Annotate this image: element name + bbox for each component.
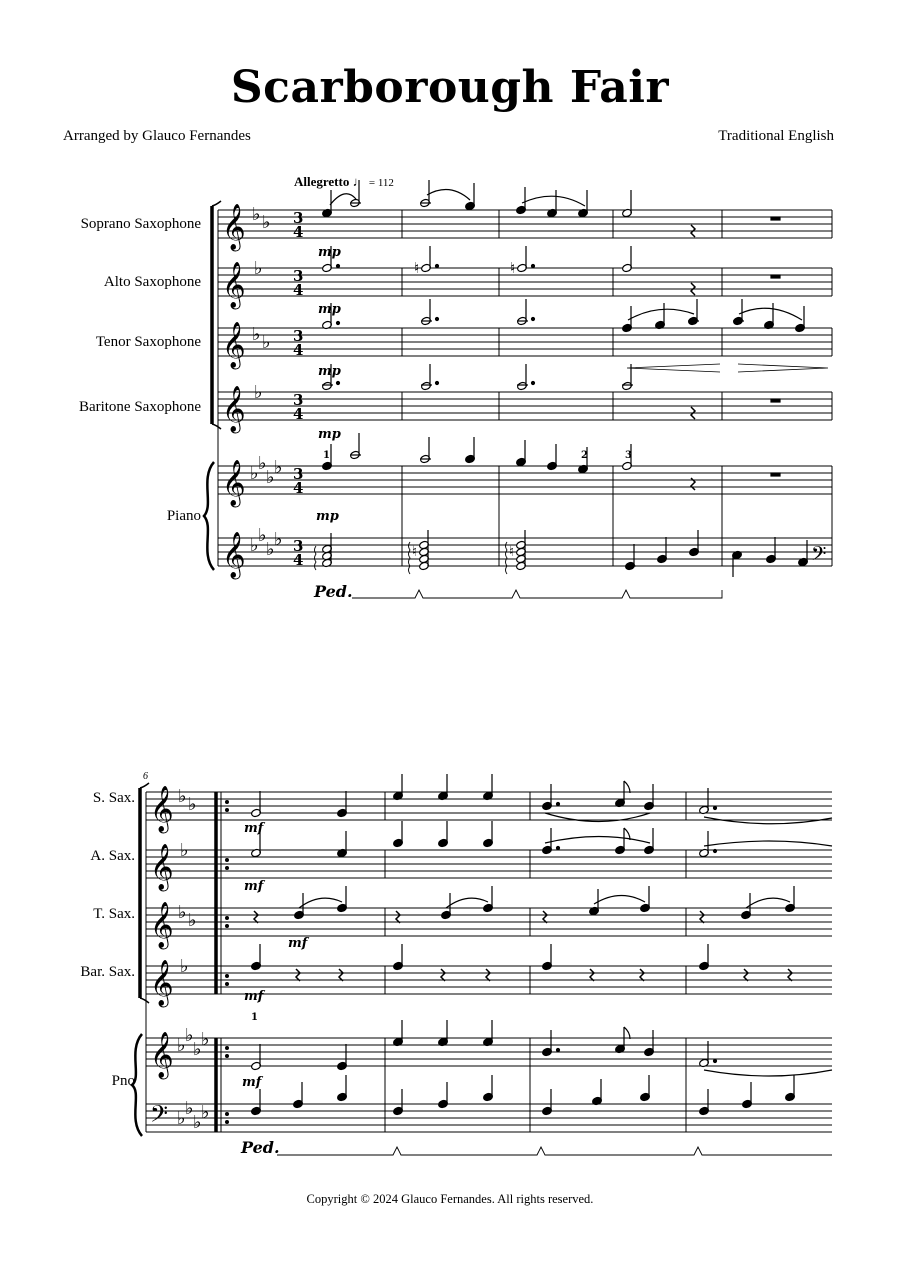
notation-symbol: 3 xyxy=(293,267,304,285)
notation-symbol: ♭ xyxy=(193,1112,202,1133)
staff-lines-pno-lh xyxy=(146,1104,832,1132)
notation-symbol: 4 xyxy=(293,405,304,423)
dynamic-mf: mf xyxy=(288,936,308,951)
composer-credit: Traditional English xyxy=(718,128,834,144)
treble-clef-icon: 𝄞 xyxy=(222,386,246,432)
label-soprano-sax: Soprano Saxophone xyxy=(80,216,201,232)
alto-notes xyxy=(322,246,780,295)
dynamic-mp: mp xyxy=(318,302,341,317)
score-title: Scarborough Fair xyxy=(230,62,670,113)
tempo-text: Allegretto xyxy=(294,174,350,189)
notation-symbol: ♭ xyxy=(185,1098,194,1119)
piano-lh-notes xyxy=(315,530,809,577)
notation-symbol: 3 xyxy=(293,537,304,555)
pedal-system-2 xyxy=(240,1138,832,1157)
notation-symbol: ♭ xyxy=(201,1102,210,1123)
dynamic-mp: mp xyxy=(318,245,341,260)
tempo-note-icon: ♩ xyxy=(352,174,366,189)
treble-clef-icon: 𝄞 xyxy=(150,786,174,832)
tempo-bpm: = 112 xyxy=(368,177,394,189)
notation-symbol: ♭ xyxy=(201,1029,210,1050)
label-t-sax: T. Sax. xyxy=(93,906,135,922)
dynamic-mp: mp xyxy=(316,509,339,524)
treble-clef-icon: 𝄞 xyxy=(222,262,246,308)
staff-lines-piano-rh xyxy=(218,466,832,494)
time-signatures-system-1 xyxy=(293,209,303,569)
notation-symbol: 4 xyxy=(293,281,304,299)
dynamic-mf: mf xyxy=(244,989,264,1004)
notation-symbol: ♭ xyxy=(177,1108,186,1129)
treble-clef-icon: 𝄞 xyxy=(150,1032,174,1078)
repeat-start xyxy=(216,792,229,1132)
notation-symbol: ♭ xyxy=(177,1035,186,1056)
copyright-notice: Copyright © 2024 Glauco Fernandes. All rights reserved. xyxy=(306,1192,594,1206)
pedal-marking: Ped. xyxy=(314,582,353,601)
notation-symbol: 4 xyxy=(293,223,304,241)
notation-symbol: 3 xyxy=(293,209,304,227)
treble-clef-icon: 𝄞 xyxy=(222,532,246,578)
flat-icon: ♭ xyxy=(254,382,263,403)
flat-icon: ♭ xyxy=(266,539,275,560)
treble-clef-icon: 𝄞 xyxy=(222,322,246,368)
bar-sax-notes xyxy=(251,944,792,981)
system-2 xyxy=(132,783,832,1136)
bass-clef-icon: 𝄢 xyxy=(811,542,827,570)
clefs-system-1 xyxy=(222,204,246,580)
flat-icon: ♭ xyxy=(274,457,283,478)
label-bar-sax: Bar. Sax. xyxy=(80,964,135,980)
dynamic-mf: mf xyxy=(244,879,264,894)
label-pno: Pno xyxy=(111,1073,135,1089)
barlines-system-2 xyxy=(385,792,686,1132)
flat-icon: ♭ xyxy=(252,204,261,225)
label-alto-sax: Alto Saxophone xyxy=(103,274,201,290)
t-sax-notes xyxy=(254,886,795,923)
treble-clef-icon: 𝄞 xyxy=(150,844,174,890)
staff-lines-baritone xyxy=(218,392,832,420)
notation-symbol: 4 xyxy=(293,341,304,359)
notation-symbol: ♭ xyxy=(188,910,197,931)
staff-lines-alto xyxy=(218,268,832,296)
dynamic-mp: mp xyxy=(318,427,341,442)
flat-icon: ♭ xyxy=(266,467,275,488)
dynamics-system-2 xyxy=(242,821,310,1090)
flat-icon: ♭ xyxy=(250,535,259,556)
flat-icon: ♭ xyxy=(262,332,271,353)
measure-number: 6 xyxy=(143,771,148,782)
notation-symbol: ♭ xyxy=(180,840,189,861)
dynamic-mf: mf xyxy=(244,821,264,836)
treble-clef-icon: 𝄞 xyxy=(150,902,174,948)
staff-lines-a-sax xyxy=(146,850,832,878)
notation-symbol: ♭ xyxy=(180,956,189,977)
pno-lh-notes xyxy=(251,1075,796,1116)
fingering: 1 xyxy=(251,1012,258,1023)
notation-symbol: 4 xyxy=(293,479,304,497)
treble-clef-icon: 𝄞 xyxy=(222,204,246,250)
arranger-credit: Arranged by Glauco Fernandes xyxy=(63,128,251,144)
dynamics-system-1 xyxy=(316,245,632,524)
natural-icon: ♮ xyxy=(510,259,516,277)
piano-brace xyxy=(204,462,214,570)
pedal-system-1 xyxy=(313,582,722,601)
flat-icon: ♭ xyxy=(274,529,283,550)
flat-icon: ♭ xyxy=(250,463,259,484)
dynamic-mp: mp xyxy=(318,364,341,379)
fingering: 2 xyxy=(581,450,588,461)
clefs-system-2 xyxy=(150,786,174,1133)
soprano-notes xyxy=(322,180,780,237)
flat-icon: ♭ xyxy=(258,453,267,474)
notation-symbol: ♭ xyxy=(193,1039,202,1060)
notation-symbol: ♭ xyxy=(178,902,187,923)
piano-brace-2 xyxy=(132,1034,142,1136)
pno-rh-notes xyxy=(251,1020,832,1076)
bass-clef-icon: 𝄢 xyxy=(150,1100,169,1133)
fingering: 1 xyxy=(323,450,330,461)
label-piano: Piano xyxy=(166,508,201,524)
notation-symbol: ♭ xyxy=(178,786,187,807)
label-s-sax: S. Sax. xyxy=(92,790,135,806)
staff-lines-t-sax xyxy=(146,908,832,936)
key-signatures-system-2 xyxy=(177,786,210,1133)
treble-clef-icon: 𝄞 xyxy=(222,460,246,506)
key-signatures-system-1 xyxy=(250,204,283,560)
flat-icon: ♭ xyxy=(252,324,261,345)
label-baritone-sax: Baritone Saxophone xyxy=(78,399,201,415)
flat-icon: ♭ xyxy=(262,212,271,233)
notation-symbol: ♭ xyxy=(188,794,197,815)
staff-lines-tenor xyxy=(218,328,832,356)
notes-system-2 xyxy=(251,774,832,1116)
pedal-marking: Ped. xyxy=(241,1138,280,1157)
label-a-sax: A. Sax. xyxy=(90,848,135,864)
natural-icon: ♮ xyxy=(509,544,515,560)
fingering: 3 xyxy=(625,450,632,461)
barlines-system-1 xyxy=(402,210,832,566)
staff-lines-soprano xyxy=(218,210,832,238)
flat-icon: ♭ xyxy=(254,258,263,279)
notes-system-1 xyxy=(315,180,829,577)
notation-symbol: ♭ xyxy=(185,1025,194,1046)
notation-symbol: 4 xyxy=(293,551,304,569)
natural-icon: ♮ xyxy=(412,544,418,560)
notation-symbol: 3 xyxy=(293,391,304,409)
piano-rh-notes xyxy=(322,433,780,490)
label-tenor-sax: Tenor Saxophone xyxy=(95,334,201,350)
notation-symbol: 3 xyxy=(293,327,304,345)
a-sax-notes xyxy=(251,821,832,858)
natural-icon: ♮ xyxy=(414,259,420,277)
notation-symbol: 3 xyxy=(293,465,304,483)
dynamic-mf: mf xyxy=(242,1075,262,1090)
flat-icon: ♭ xyxy=(258,525,267,546)
treble-clef-icon: 𝄞 xyxy=(150,960,174,1006)
